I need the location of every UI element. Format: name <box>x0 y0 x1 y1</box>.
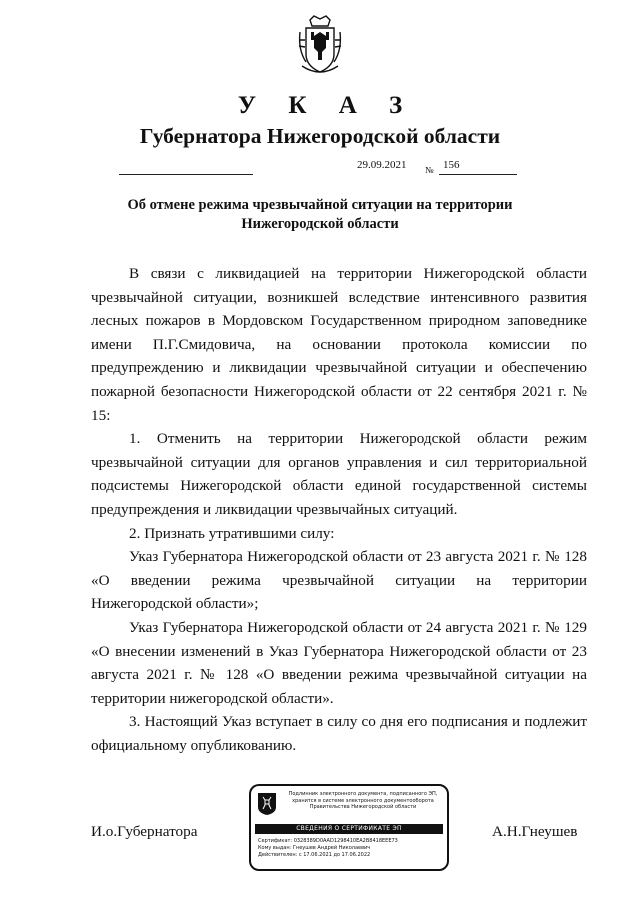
number-sign: № <box>425 165 434 175</box>
certificate-details <box>258 838 442 859</box>
paragraph-item-2: 2. Признать утратившими силу: <box>129 524 335 542</box>
decree-date: 29.09.2021 <box>357 159 407 171</box>
decree-subject <box>0 196 640 234</box>
certificate-serial: Сертификат: 0328389D0AAD1298410EA2B8418EEE73 <box>258 838 398 844</box>
stamp-line: хранится в системе электронного документооборота <box>292 797 434 804</box>
signatory-position: И.о.Губернатора <box>91 823 198 840</box>
number-underline <box>439 174 517 175</box>
stamp-header <box>281 791 445 811</box>
date-underline <box>119 174 253 175</box>
document-type-title: У К А З <box>237 92 416 119</box>
paragraph-repealed-128: Указ Губернатора Нижегородской области от 23 августа 2021 г. № 128 «О введении режима чрезвычайной ситуации на территории Нижегородской области»; <box>91 548 587 613</box>
electronic-signature-stamp <box>249 784 449 871</box>
coat-of-arms-icon <box>296 14 344 76</box>
paragraph-item-1: 1. Отменить на территории Нижегородской области режим чрезвычайной ситуации для органов управления и сил территориальной подсистемы Нижегородской области единой государственной системы предупреждения и ликвидации чрезвычайных ситуаций. <box>91 430 587 518</box>
deer-emblem-icon <box>257 792 277 816</box>
decree-number: 156 <box>443 159 460 171</box>
certificate-info-banner: СВЕДЕНИЯ О СЕРТИФИКАТЕ ЭП <box>255 824 443 834</box>
signatory-name: А.Н.Гнеушев <box>492 823 578 840</box>
certificate-validity: Действителен: с 17.06.2021 до 17.06.2022 <box>258 852 371 858</box>
paragraph-preamble: В связи с ликвидацией на территории Нижегородской области чрезвычайной ситуации, возникшей вследствие интенсивного развития лесных пожаров в Мордовском Государственном природном заповеднике имени П.Г.Смидовича, на основании протокола комиссии по предупреждению и ликвидации чрезвычайной ситуации и обеспечению пожарной безопасности Нижегородской области от 22 сентября 2021 г. № 15: <box>91 265 587 424</box>
paragraph-repealed-129: Указ Губернатора Нижегородской области от 24 августа 2021 г. № 129 «О внесении изменений в Указ Губернатора Нижегородской области от 23 августа 2021 г. № 128 «О введении режима чрезвычайной ситуации на территории нижегородской области». <box>91 618 587 707</box>
stamp-line: Подлинник электронного документа, подписанного ЭП, <box>288 791 438 797</box>
decree-body <box>91 262 587 757</box>
paragraph-item-3: 3. Настоящий Указ вступает в силу со дня его подписания и подлежит официальному опубликованию. <box>91 713 587 754</box>
certificate-owner: Кому выдан: Гнеушев Андрей Николаевич <box>258 845 371 851</box>
subject-line: Об отмене режима чрезвычайной ситуации на территории <box>127 197 513 213</box>
subject-line: Нижегородской области <box>241 216 399 232</box>
stamp-line: Правительства Нижегородской области <box>309 804 417 810</box>
issuer-title: Губернатора Нижегородской области <box>139 124 501 148</box>
